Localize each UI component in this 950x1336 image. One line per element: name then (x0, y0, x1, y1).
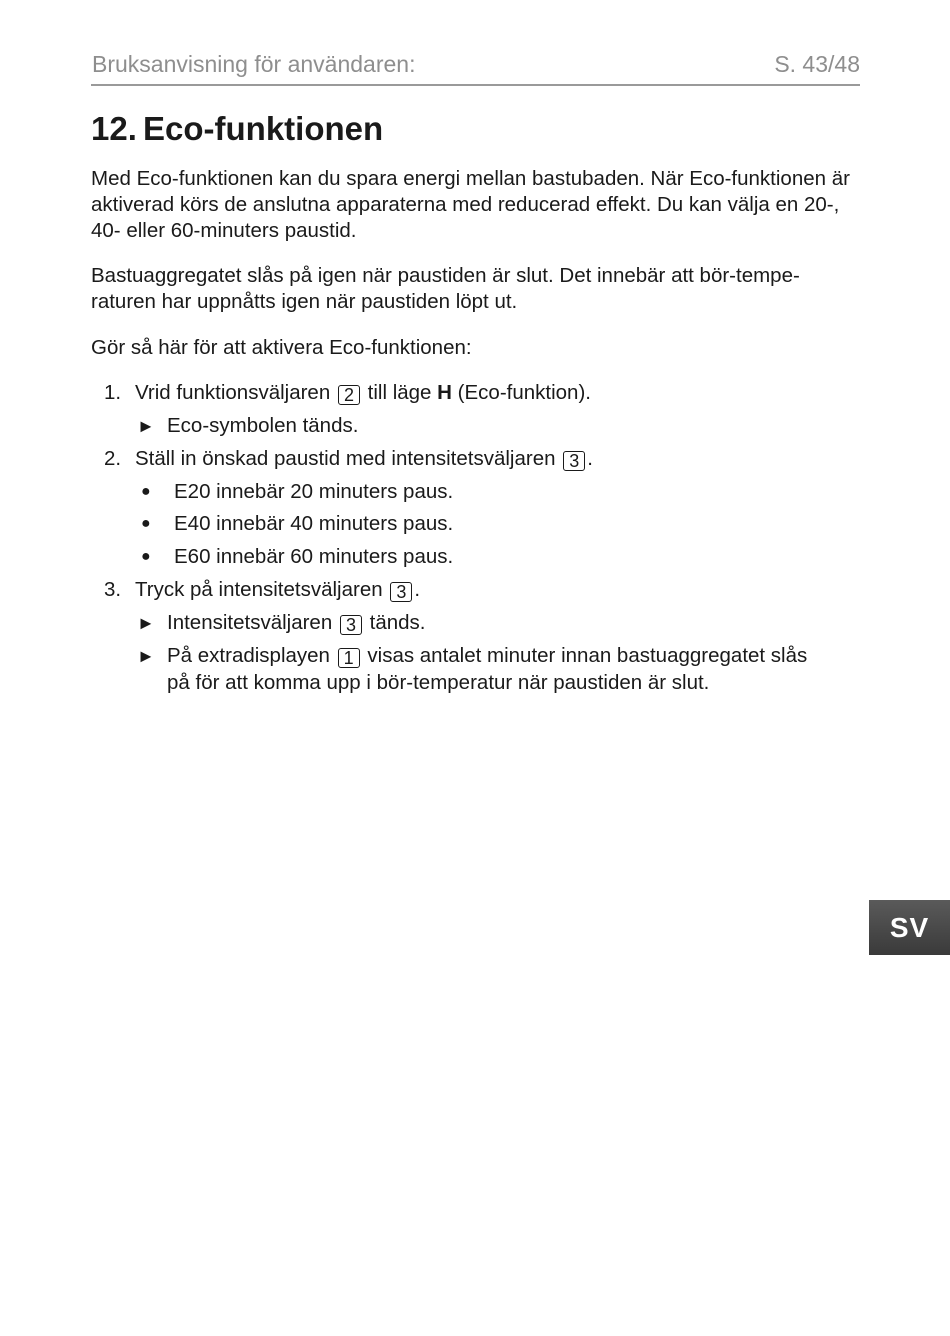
section-number: 12. (91, 110, 137, 147)
intro-paragraph: Med Eco-funktionen kan du spara energi mellan bastubaden. När Eco-funktionen är aktiverad körs de anslutna apparaterna med reducerad effekt. Du kan välja en 20-, 40- eller 60-minuters paustid. (91, 167, 850, 242)
step-number: 3. (104, 578, 122, 601)
intensity-selector-key: 3 (390, 582, 412, 602)
step-number: 2. (104, 447, 122, 470)
result-text: Eco-symbolen tänds. (167, 414, 359, 437)
result-text-continued: på för att komma upp i bör-temperatur när paustiden är slut. (167, 671, 710, 694)
list-item: E60 innebär 60 minuters paus. (174, 545, 454, 568)
bullet-icon: ● (141, 483, 151, 500)
section-title: Eco-funktionen (143, 110, 384, 147)
result-arrow-icon: ► (137, 416, 155, 436)
intensity-selector-key: 3 (563, 451, 585, 471)
step-number: 1. (104, 381, 122, 404)
restart-paragraph: Bastuaggregatet slås på igen när paustiden är slut. Det innebär att bör-tempe-raturen har uppnåtts igen när paustiden löpt ut. (91, 264, 800, 313)
result-text: På extradisplayen 1 visas antalet minuter innan bastuaggregatet slås (167, 644, 808, 668)
language-tab: SV (869, 900, 950, 955)
mode-letter: H (437, 381, 452, 404)
list-item: E40 innebär 40 minuters paus. (174, 512, 454, 535)
bullet-icon: ● (141, 515, 151, 532)
page-number: S. 43/48 (774, 51, 860, 77)
step-text: Tryck på intensitetsväljaren 3 . (135, 578, 421, 602)
result-arrow-icon: ► (137, 646, 155, 666)
step-text: Ställ in önskad paustid med intensitetsväljaren 3 . (135, 447, 593, 471)
bullet-icon: ● (141, 548, 151, 565)
instructions-lead: Gör så här för att aktivera Eco-funktionen: (91, 336, 472, 359)
step-text: Vrid funktionsväljaren 2 till läge H (Eco-funktion). (135, 381, 591, 405)
section-heading (91, 108, 383, 150)
page-header (91, 48, 860, 86)
function-selector-key: 2 (338, 385, 360, 405)
result-arrow-icon: ► (137, 613, 155, 633)
manual-title: Bruksanvisning för användaren: (92, 51, 416, 77)
intensity-selector-key: 3 (340, 615, 362, 635)
result-text: Intensitetsväljaren 3 tänds. (167, 611, 426, 635)
extra-display-key: 1 (338, 648, 360, 668)
list-item: E20 innebär 20 minuters paus. (174, 480, 454, 503)
